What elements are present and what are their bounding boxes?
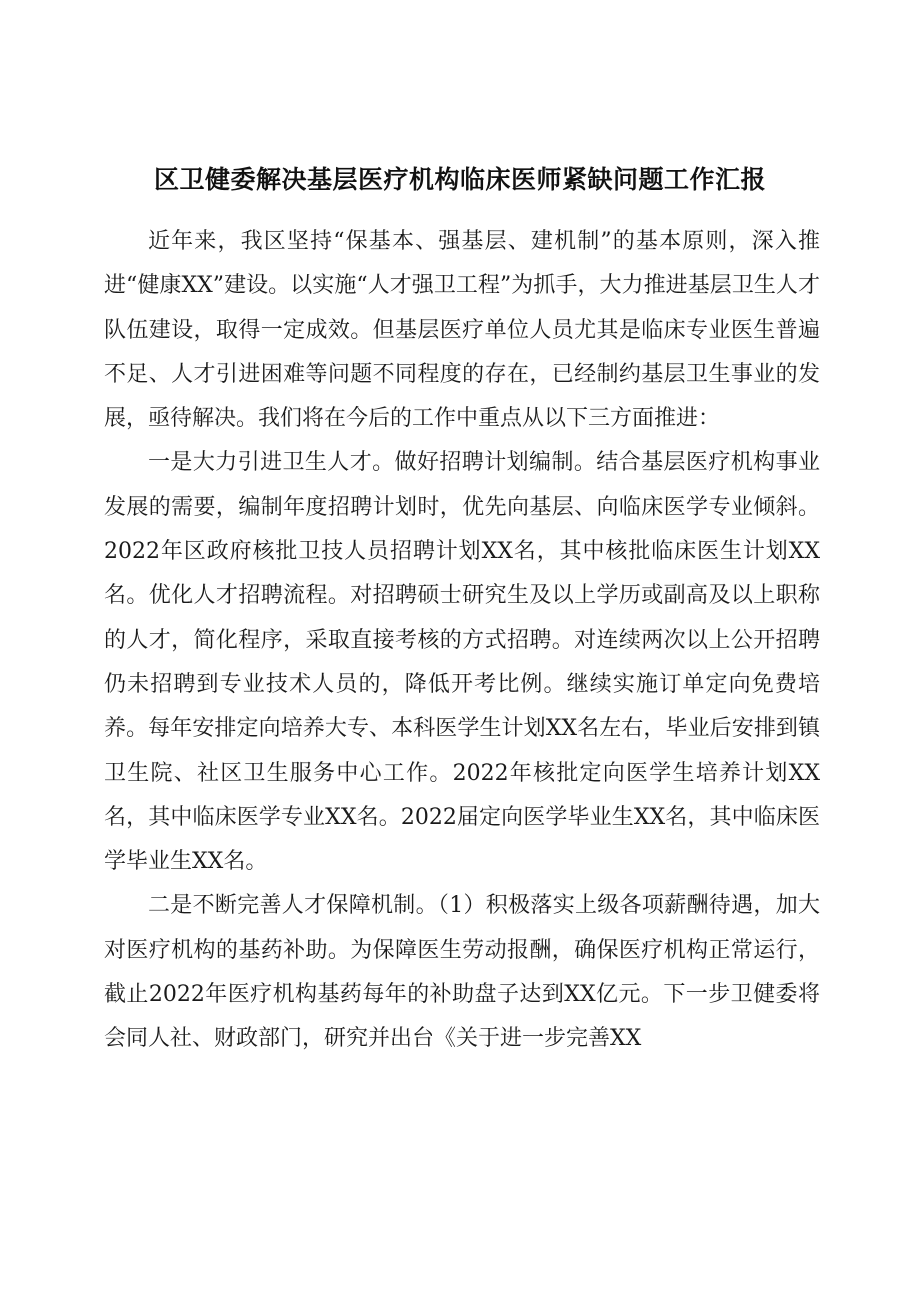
document-body	[104, 220, 820, 1062]
paragraph-intro: 近年来，我区坚持“保基本、强基层、建机制”的基本原则，深入推进“健康XX”建设。以实施“人才强卫工程”为抓手，大力推进基层卫生人才队伍建设，取得一定成效。但基层医疗单位人员尤其是临床专业医生普遍不足、人才引进困难等问题不同程度的存在，已经制约基层卫生事业的发展，亟待解决。我们将在今后的工作中重点从以下三方面推进：	[104, 229, 820, 432]
paragraph-talent-guarantee: 二是不断完善人才保障机制。（1）积极落实上级各项薪酬待遇，加大对医疗机构的基药补助。为保障医生劳动报酬，确保医疗机构正常运行，截止2022年医疗机构基药每年的补助盘子达到XX亿元。下一步卫健委将会同人社、财政部门，研究并出台《关于进一步完善XX	[104, 893, 820, 1052]
document-title: 区卫健委解决基层医疗机构临床医师紧缺问题工作汇报	[153, 165, 766, 194]
paragraph-recruit-talent: 一是大力引进卫生人才。做好招聘计划编制。结合基层医疗机构事业发展的需要，编制年度招聘计划时，优先向基层、向临床医学专业倾斜。2022年区政府核批卫技人员招聘计划XX名，其中核批临床医生计划XX名。优化人才招聘流程。对招聘硕士研究生及以上学历或副高及以上职称的人才，简化程序，采取直接考核的方式招聘。对连续两次以上公开招聘仍未招聘到专业技术人员的，降低开考比例。继续实施订单定向免费培养。每年安排定向培养大专、本科医学生计划XX名左右，毕业后安排到镇卫生院、社区卫生服务中心工作。2022年核批定向医学生培养计划XX名，其中临床医学专业XX名。2022届定向医学毕业生XX名，其中临床医学毕业生XX名。	[104, 450, 820, 875]
